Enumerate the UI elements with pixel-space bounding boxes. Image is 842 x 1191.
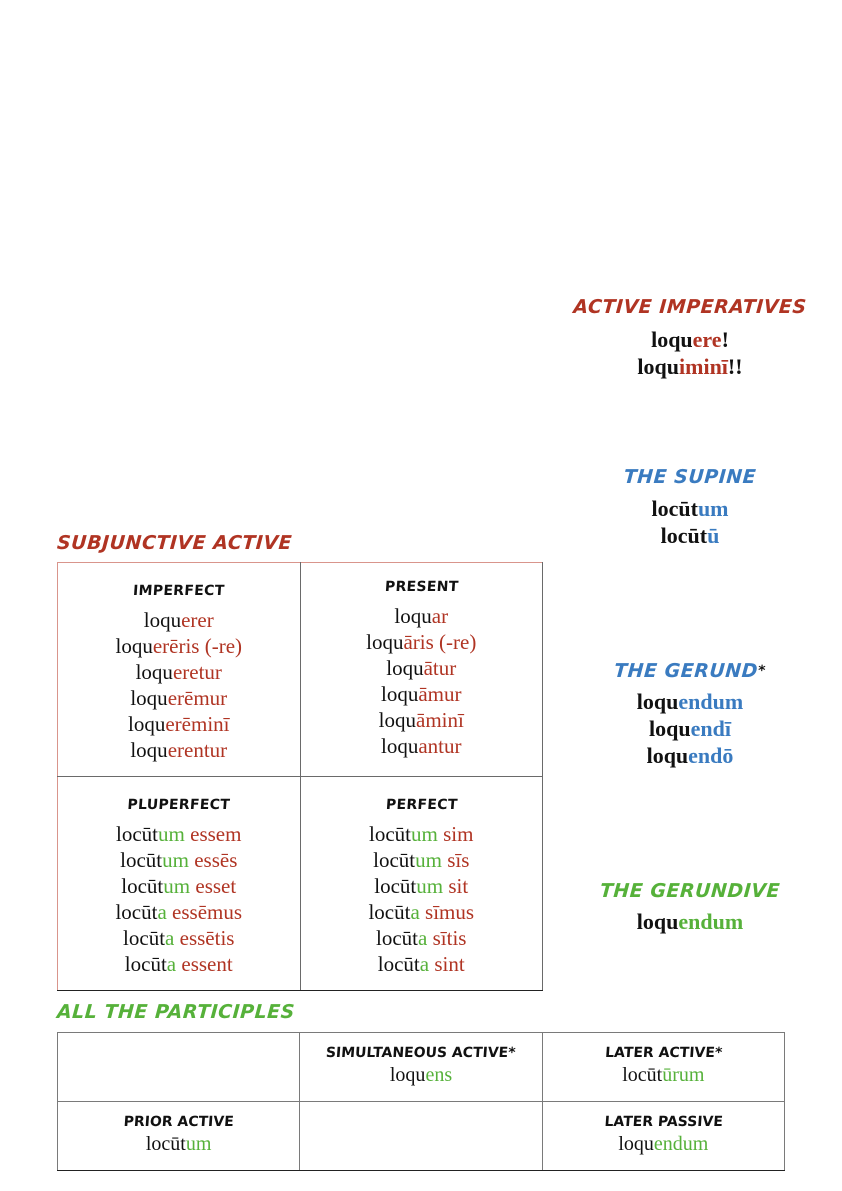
imperfect-form: loquerer bbox=[143, 608, 214, 632]
participle-empty-cell bbox=[58, 1033, 300, 1102]
imperfect-form: loquerēris (-re) bbox=[115, 634, 243, 658]
pluperfect-form: locūtum essem bbox=[116, 822, 242, 846]
simultaneous-active-title: SIMULTANEOUS ACTIVE* bbox=[325, 1045, 517, 1061]
pluperfect-form: locūtum esset bbox=[121, 874, 237, 898]
imperatives-section bbox=[570, 292, 810, 380]
simultaneous-active-cell bbox=[300, 1033, 542, 1102]
gerundive-form: loquendum bbox=[636, 909, 744, 934]
present-form: loquātur bbox=[386, 656, 457, 680]
imperfect-cell bbox=[58, 563, 301, 777]
pluperfect-form: locūta essēmus bbox=[115, 900, 243, 924]
pluperfect-title: PLUPERFECT bbox=[126, 797, 231, 813]
prior-active-form: locūtum bbox=[145, 1133, 212, 1155]
imperfect-form: loquerēminī bbox=[128, 712, 230, 736]
gerund-section bbox=[590, 656, 790, 769]
supine-form: locūtum bbox=[651, 496, 729, 521]
pluperfect-cell bbox=[58, 777, 301, 991]
perfect-form: locūta sītis bbox=[376, 926, 467, 950]
perfect-form: locūtum sīs bbox=[373, 848, 470, 872]
present-form: loquar bbox=[394, 604, 449, 628]
gerund-title: THE GERUND* bbox=[613, 660, 767, 682]
perfect-form: locūta sint bbox=[377, 952, 465, 976]
present-form: loquāris (-re) bbox=[366, 630, 477, 654]
gerund-form: loquendī bbox=[649, 716, 731, 741]
present-form: loquāminī bbox=[378, 708, 464, 732]
present-cell bbox=[300, 563, 543, 777]
imperatives-title: ACTIVE IMPERATIVES bbox=[572, 296, 808, 318]
pluperfect-form: locūta essētis bbox=[123, 926, 235, 950]
supine-form: locūtū bbox=[660, 523, 720, 548]
pluperfect-form: locūtum essēs bbox=[120, 848, 238, 872]
pluperfect-form: locūta essent bbox=[124, 952, 233, 976]
later-active-cell bbox=[542, 1033, 784, 1102]
perfect-title: PERFECT bbox=[384, 797, 458, 813]
later-passive-cell bbox=[542, 1102, 784, 1171]
gerund-form: loquendum bbox=[636, 689, 744, 714]
perfect-form: locūta sīmus bbox=[368, 900, 475, 924]
prior-active-title: PRIOR ACTIVE bbox=[123, 1114, 235, 1130]
imperfect-form: loquerēmur bbox=[130, 686, 228, 710]
imperative-singular: loquere! bbox=[651, 327, 729, 352]
participles-title: ALL THE PARTICIPLES bbox=[56, 1001, 296, 1023]
imperfect-form: loquerentur bbox=[130, 738, 228, 762]
subjunctive-table bbox=[57, 562, 543, 991]
later-active-form: locūtūrum bbox=[622, 1064, 705, 1086]
perfect-form: locūtum sit bbox=[374, 874, 469, 898]
gerund-form: loquendō bbox=[646, 743, 734, 768]
present-form: loquantur bbox=[381, 734, 462, 758]
perfect-form: locūtum sim bbox=[369, 822, 474, 846]
simultaneous-active-form: loquens bbox=[389, 1064, 453, 1086]
later-passive-title: LATER PASSIVE bbox=[603, 1114, 724, 1130]
present-title: PRESENT bbox=[383, 579, 459, 595]
gerundive-title: THE GERUNDIVE bbox=[599, 880, 781, 902]
gerundive-section bbox=[590, 876, 790, 935]
participles-table bbox=[57, 1032, 785, 1171]
imperfect-title: IMPERFECT bbox=[132, 583, 226, 599]
present-form: loquāmur bbox=[381, 682, 462, 706]
later-passive-form: loquendum bbox=[618, 1133, 709, 1155]
subjunctive-title: SUBJUNCTIVE ACTIVE bbox=[56, 532, 293, 554]
perfect-cell bbox=[300, 777, 543, 991]
later-active-title: LATER ACTIVE* bbox=[604, 1045, 723, 1061]
supine-section bbox=[600, 462, 780, 549]
imperfect-form: loqueretur bbox=[135, 660, 222, 684]
participle-empty-cell bbox=[300, 1102, 542, 1171]
imperative-plural: loquiminī!! bbox=[637, 354, 743, 379]
prior-active-cell bbox=[58, 1102, 300, 1171]
supine-title: THE SUPINE bbox=[622, 466, 757, 488]
asterisk-icon: * bbox=[757, 663, 767, 679]
